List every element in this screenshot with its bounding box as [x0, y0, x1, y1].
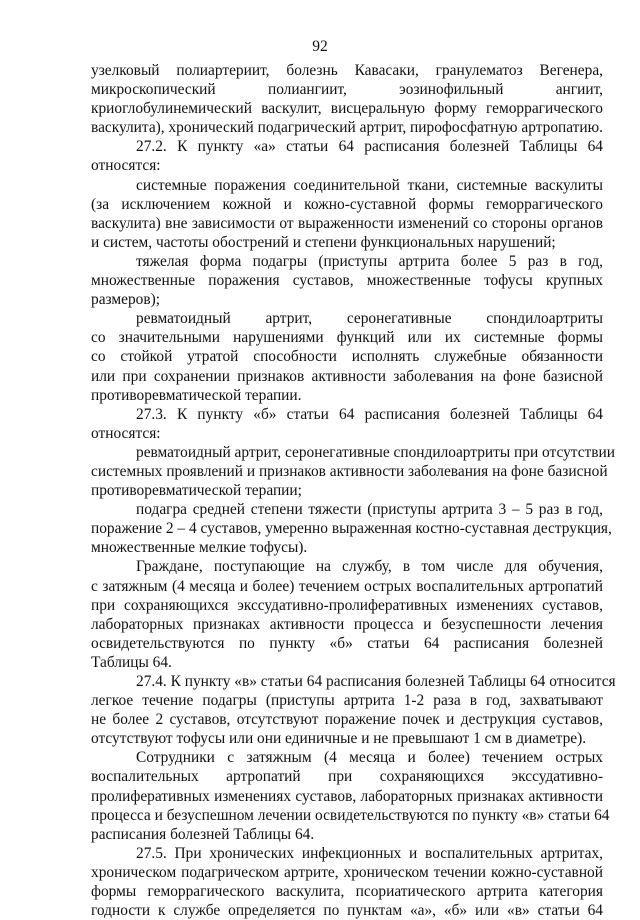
- text-line: легкое течение подагры (приступы артрита 1-2 раза в год, захватывают: [91, 692, 603, 710]
- text-line: годности к службе определяется по пунктам «а», «б» или «в» статьи 64: [91, 902, 603, 920]
- text-line: размеров);: [91, 291, 161, 309]
- text-line: противоревматической терапии;: [91, 482, 302, 500]
- text-line: 27.4. К пункту «в» статьи 64 расписания болезней Таблицы 64 относится: [136, 673, 616, 690]
- text-line: тяжелая форма подагры (приступы артрита более 5 раз в год,: [136, 252, 603, 270]
- text-line: васкулита) вне зависимости от выраженности изменений со стороны органов: [91, 214, 603, 232]
- text-line: множественные мелкие тофусы).: [91, 539, 308, 557]
- page-number: 92: [312, 38, 328, 55]
- text-line: 27.3. К пункту «б» статьи 64 расписания болезней Таблицы 64: [136, 405, 603, 423]
- text-line: относятся:: [91, 157, 161, 175]
- text-line: лабораторных признаках активности процесса и безуспешности лечения: [91, 615, 603, 633]
- text-line: процесса и безуспешном лечении освидетельствуются по пункту «в» статьи 64: [91, 806, 610, 824]
- text-line: подагра средней степени тяжести (приступы артрита 3 – 5 раз в год,: [136, 501, 603, 519]
- text-line: Граждане, поступающие на службу, в том числе для обучения,: [136, 558, 603, 576]
- text-line: освидетельствуются по пункту «б» статьи 64 расписания болезней: [91, 634, 603, 652]
- document-body: [91, 61, 616, 920]
- text-line: ревматоидный артрит, серонегативные спондилоартриты: [136, 310, 603, 328]
- text-line: системные поражения соединительной ткани, системные васкулиты: [136, 176, 603, 194]
- text-line: Сотрудники с затяжным (4 месяца и более) течением острых: [136, 749, 603, 767]
- text-line: воспалительных артропатий при сохраняющихся экссудативно-: [91, 768, 603, 786]
- text-line: отсутствуют тофусы или они единичные и не превышают 1 см в диаметре).: [91, 730, 587, 748]
- text-line: или при сохранении признаков активности заболевания на фоне базисной: [91, 367, 603, 385]
- text-line: микроскопический полиангиит, эозинофильный ангиит,: [91, 81, 603, 99]
- text-line: со значительными нарушениями функций или их системные формы: [91, 329, 603, 347]
- text-line: системных проявлений и признаков активности заболевания на фоне базисной: [91, 462, 608, 480]
- text-line: хроническом подагрическом артрите, хроническом течении кожно-суставной: [91, 863, 603, 881]
- text-line: (за исключением кожной и кожно-суставной формы геморрагического: [91, 195, 603, 213]
- text-line: относятся:: [91, 424, 161, 442]
- text-line: криоглобулинемический васкулит, висцеральную форму геморрагического: [91, 100, 603, 118]
- text-line: и систем, частоты обострений и степени функциональных нарушений;: [91, 233, 556, 251]
- text-line: ревматоидный артрит, серонегативные спондилоартриты при отсутствии: [136, 443, 615, 461]
- text-line: расписания болезней Таблицы 64.: [91, 825, 315, 843]
- text-line: формы геморрагического васкулита, псориатического артрита категория: [91, 883, 603, 901]
- text-line: при сохраняющихся экссудативно-пролиферативных изменениях суставов,: [91, 596, 603, 614]
- text-line: не более 2 суставов, отсутствуют поражение почек и деструкция суставов,: [91, 711, 603, 729]
- text-line: узелковый полиартериит, болезнь Кавасаки, гранулематоз Вегенера,: [91, 62, 603, 79]
- text-line: со стойкой утратой способности исполнять служебные обязанности: [91, 348, 603, 366]
- text-line: поражение 2 – 4 суставов, умеренно выраженная костно-суставная деструкция,: [91, 520, 612, 538]
- text-line: васкулита), хронический подагрический артрит, пирофосфатную артропатию.: [91, 119, 603, 137]
- text-line: Таблицы 64.: [91, 653, 172, 671]
- text-line: множественные поражения суставов, множественные тофусы крупных: [91, 272, 603, 290]
- text-line: 27.5. При хронических инфекционных и воспалительных артритах,: [136, 844, 603, 862]
- text-line: противоревматической терапии.: [91, 386, 302, 404]
- text-line: 27.2. К пункту «а» статьи 64 расписания болезней Таблицы 64: [136, 138, 603, 156]
- text-line: пролиферативных изменениях суставов, лабораторных признаках активности: [91, 787, 603, 805]
- text-line: с затяжным (4 месяца и более) течением острых воспалительных артропатий: [91, 577, 603, 595]
